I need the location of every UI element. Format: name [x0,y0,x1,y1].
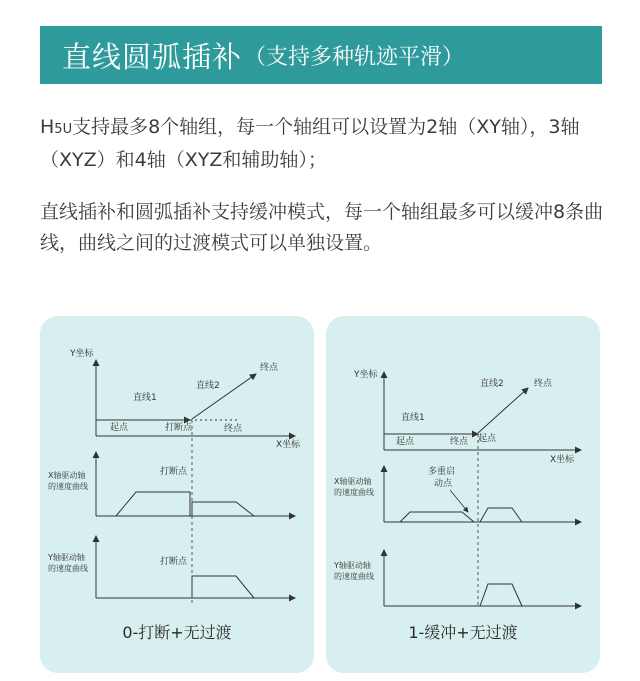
header-title: 直线圆弧插补 [62,39,243,74]
restart-pointer [450,490,468,512]
diagram-panel-interrupt [40,316,314,673]
paragraph-axis-groups [40,112,610,176]
y-speed-label-1: Y轴驱动轴 [48,553,85,562]
x-speed-curve-1 [400,512,474,522]
restart-label-1: 多重启 [428,467,456,477]
break-point-label: 打断点 [165,423,193,433]
y-speed-curve [480,584,522,606]
line2-label: 直线2 [480,379,504,389]
end1-label: 终点 [450,437,469,447]
diagram-panel-buffer [326,316,600,673]
y-speed-label-2: 的速度曲线 [334,572,374,581]
y-speed-curve [192,576,254,598]
start2-label: 起点 [478,434,497,444]
x-axis-label: X坐标 [550,455,575,465]
x-speed-curve-2 [480,508,522,522]
paragraph-buffer-mode: 直线插补和圆弧插补支持缓冲模式，每一个轴组最多可以缓冲8条曲线，曲线之间的过渡模式可以单独设置。 [40,201,604,254]
x-speed-label-1: X轴驱动轴 [334,477,372,486]
restart-label-2: 动点 [434,479,453,489]
start-label: 起点 [110,423,129,433]
x-speed-curve-1 [116,492,190,516]
x-speed-label-2: 的速度曲线 [48,482,88,491]
x-speed-label-2: 的速度曲线 [334,488,374,497]
line1-label: 直线1 [133,393,157,403]
end2-label: 终点 [260,363,279,373]
x-axis-label: X坐标 [276,440,301,450]
panel-caption: 1-缓冲+无过渡 [408,623,518,642]
line1-label: 直线1 [401,413,425,423]
x-speed-label-1: X轴驱动轴 [48,471,86,480]
y-speed-label-1: Y轴驱动轴 [334,561,371,570]
start1-label: 起点 [396,437,415,447]
line2-label: 直线2 [196,381,220,391]
x-break-label: 打断点 [160,467,188,477]
model-suffix: 5U [54,122,73,137]
header-subtitle: （支持多种轨迹平滑） [244,44,465,70]
end1-label: 终点 [224,424,243,434]
y-break-label: 打断点 [160,557,188,567]
y-axis-label: Y坐标 [354,370,378,380]
end2-label: 终点 [534,379,553,389]
line2-path [478,388,528,433]
section-header [40,26,602,84]
y-axis-label: Y坐标 [70,349,94,359]
y-speed-label-2: 的速度曲线 [48,564,88,573]
x-speed-curve-2 [192,502,254,516]
panel-caption: 0-打断+无过渡 [122,623,232,642]
paragraph-1-text: 支持最多8个轴组，每一个轴组可以设置为2轴（XY轴），3轴（XYZ）和4轴（XYZ和辅助轴）； [40,116,580,171]
model-prefix: H [40,116,55,138]
